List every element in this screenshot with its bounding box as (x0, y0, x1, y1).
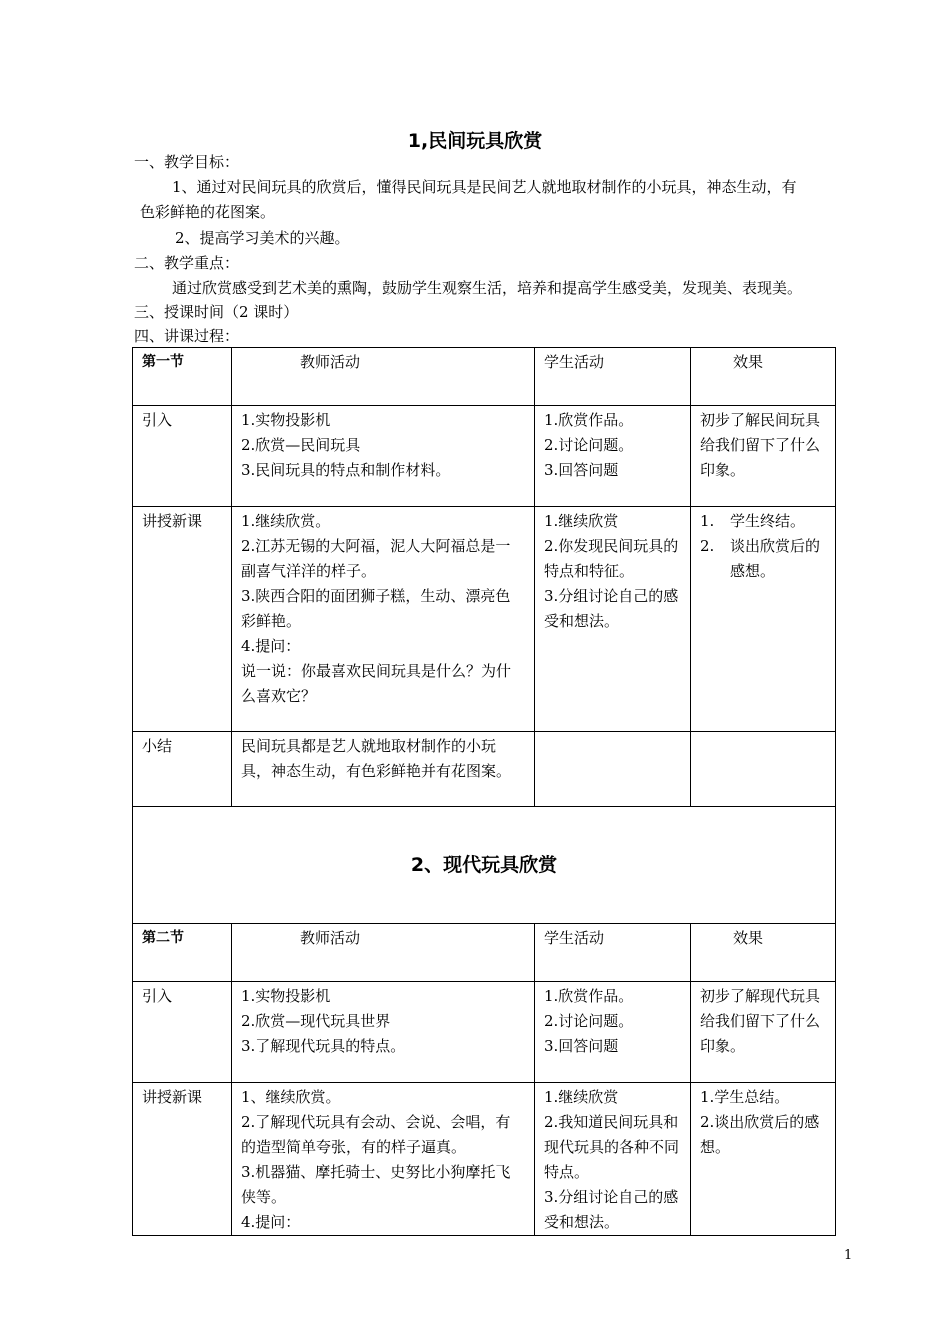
table-row (133, 507, 836, 732)
list-item: 1.实物投影机 (241, 987, 331, 1005)
summary-effect-cell (691, 732, 836, 807)
list-item: 2.我知道民间玩具和现代玩具的各种不同特点。 (544, 1113, 680, 1181)
table-row (133, 807, 836, 924)
goal-1-line-1: 1、通过对民间玩具的欣赏后，懂得民间玩具是民间艺人就地取材制作的小玩具，神态生动，有 (172, 178, 797, 196)
intro-teacher-cell (232, 406, 535, 507)
lesson-title-1: 1,民间玩具欣赏 (407, 130, 543, 152)
table-row (133, 406, 836, 507)
col-effect-header: 效果 (691, 924, 836, 982)
col-student-header: 学生活动 (535, 348, 691, 406)
summary-student-cell (535, 732, 691, 807)
list-item: 3.了解现代玩具的特点。 (241, 1037, 406, 1055)
row-label-summary: 小结 (133, 732, 232, 807)
list-item: 1、继续欣赏。 (241, 1088, 341, 1106)
table-row (133, 982, 836, 1083)
list-item: 4.提问： (241, 1213, 301, 1231)
list-item: 3.分组讨论自己的感受和想法。 (544, 1188, 679, 1231)
section-process-heading: 四、讲课过程： (134, 327, 240, 345)
goal-1-line-2: 色彩鲜艳的花图案。 (140, 203, 276, 221)
col-teacher-header: 教师活动 (232, 924, 535, 982)
row-label-new: 讲授新课 (133, 507, 232, 732)
lesson1-header: 第一节 (133, 348, 232, 406)
list-item: 说一说：你最喜欢民间玩具是什么？为什么喜欢它？ (241, 662, 512, 705)
section-goals-heading: 一、教学目标： (134, 153, 240, 171)
row-label-intro: 引入 (133, 406, 232, 507)
intro-teacher-cell (232, 982, 535, 1083)
focus-text: 通过欣赏感受到艺术美的熏陶，鼓励学生观察生活，培养和提高学生感受美，发现美、表现美。 (172, 279, 803, 297)
list-item: 1.实物投影机 (241, 411, 331, 429)
table-row (133, 1083, 836, 1236)
lesson-title-2-cell (133, 807, 836, 924)
list-item: 2.欣赏—民间玩具 (241, 436, 361, 454)
col-effect-header: 效果 (691, 348, 836, 406)
item-number: 2. (700, 537, 715, 555)
intro-student-cell (535, 406, 691, 507)
list-item: 3.机器猫、摩托骑士、史努比小狗摩托飞侠等。 (241, 1163, 511, 1206)
list-item: 2.讨论问题。 (544, 436, 634, 454)
list-item: 1.学生总结。 (700, 1088, 790, 1106)
new-student-cell (535, 1083, 691, 1236)
page-number: 1 (844, 1248, 853, 1263)
table-row (133, 348, 836, 406)
intro-effect-cell: 初步了解民间玩具给我们留下了什么印象。 (691, 406, 836, 507)
list-item: 2.讨论问题。 (544, 1012, 634, 1030)
list-item: 2.你发现民间玩具的特点和特征。 (544, 537, 679, 580)
list-item: 3.回答问题 (544, 461, 619, 479)
table-row (133, 924, 836, 982)
list-item: 2.江苏无锡的大阿福，泥人大阿福总是一副喜气洋洋的样子。 (241, 537, 511, 580)
row-label-new: 讲授新课 (133, 1083, 232, 1236)
list-item: 2.谈出欣赏后的感想。 (700, 1113, 820, 1156)
section-focus-heading: 二、教学重点： (134, 254, 240, 272)
list-item: 1.欣赏作品。 (544, 411, 634, 429)
list-item: 2.了解现代玩具有会动、会说、会唱，有的造型简单夸张，有的样子逼真。 (241, 1113, 511, 1156)
new-effect-cell (691, 1083, 836, 1236)
list-item: 3.回答问题 (544, 1037, 619, 1055)
list-item: 1.继续欣赏 (544, 1088, 619, 1106)
list-item: 1.欣赏作品。 (544, 987, 634, 1005)
item-number: 1. (700, 512, 715, 530)
section-time-heading: 三、授课时间（2 课时） (134, 303, 299, 321)
lesson-title-2: 2、现代玩具欣赏 (410, 854, 558, 876)
new-student-cell (535, 507, 691, 732)
col-teacher-header: 教师活动 (232, 348, 535, 406)
goal-2: 2、提高学习美术的兴趣。 (175, 229, 350, 247)
intro-effect-cell: 初步了解现代玩具给我们留下了什么印象。 (691, 982, 836, 1083)
list-item: 3.民间玩具的特点和制作材料。 (241, 461, 451, 479)
item-text: 谈出欣赏后的感想。 (730, 537, 821, 580)
list-item: 3.陕西合阳的面团狮子糕，生动、漂亮色彩鲜艳。 (241, 587, 511, 630)
item-text: 学生终结。 (730, 512, 806, 530)
list-item: 3.分组讨论自己的感受和想法。 (544, 587, 679, 630)
list-item (700, 534, 826, 584)
lesson2-header: 第二节 (133, 924, 232, 982)
new-teacher-cell (232, 1083, 535, 1236)
list-item: 4.提问： (241, 637, 301, 655)
list-item: 2.欣赏—现代玩具世界 (241, 1012, 391, 1030)
lesson-table (132, 347, 836, 1236)
summary-teacher-cell: 民间玩具都是艺人就地取材制作的小玩具，神态生动，有色彩鲜艳并有花图案。 (232, 732, 535, 807)
col-student-header: 学生活动 (535, 924, 691, 982)
list-item (700, 509, 826, 534)
new-teacher-cell (232, 507, 535, 732)
row-label-intro: 引入 (133, 982, 232, 1083)
new-effect-cell (691, 507, 836, 732)
intro-student-cell (535, 982, 691, 1083)
list-item: 1.继续欣赏 (544, 512, 619, 530)
table-row (133, 732, 836, 807)
list-item: 1.继续欣赏。 (241, 512, 331, 530)
